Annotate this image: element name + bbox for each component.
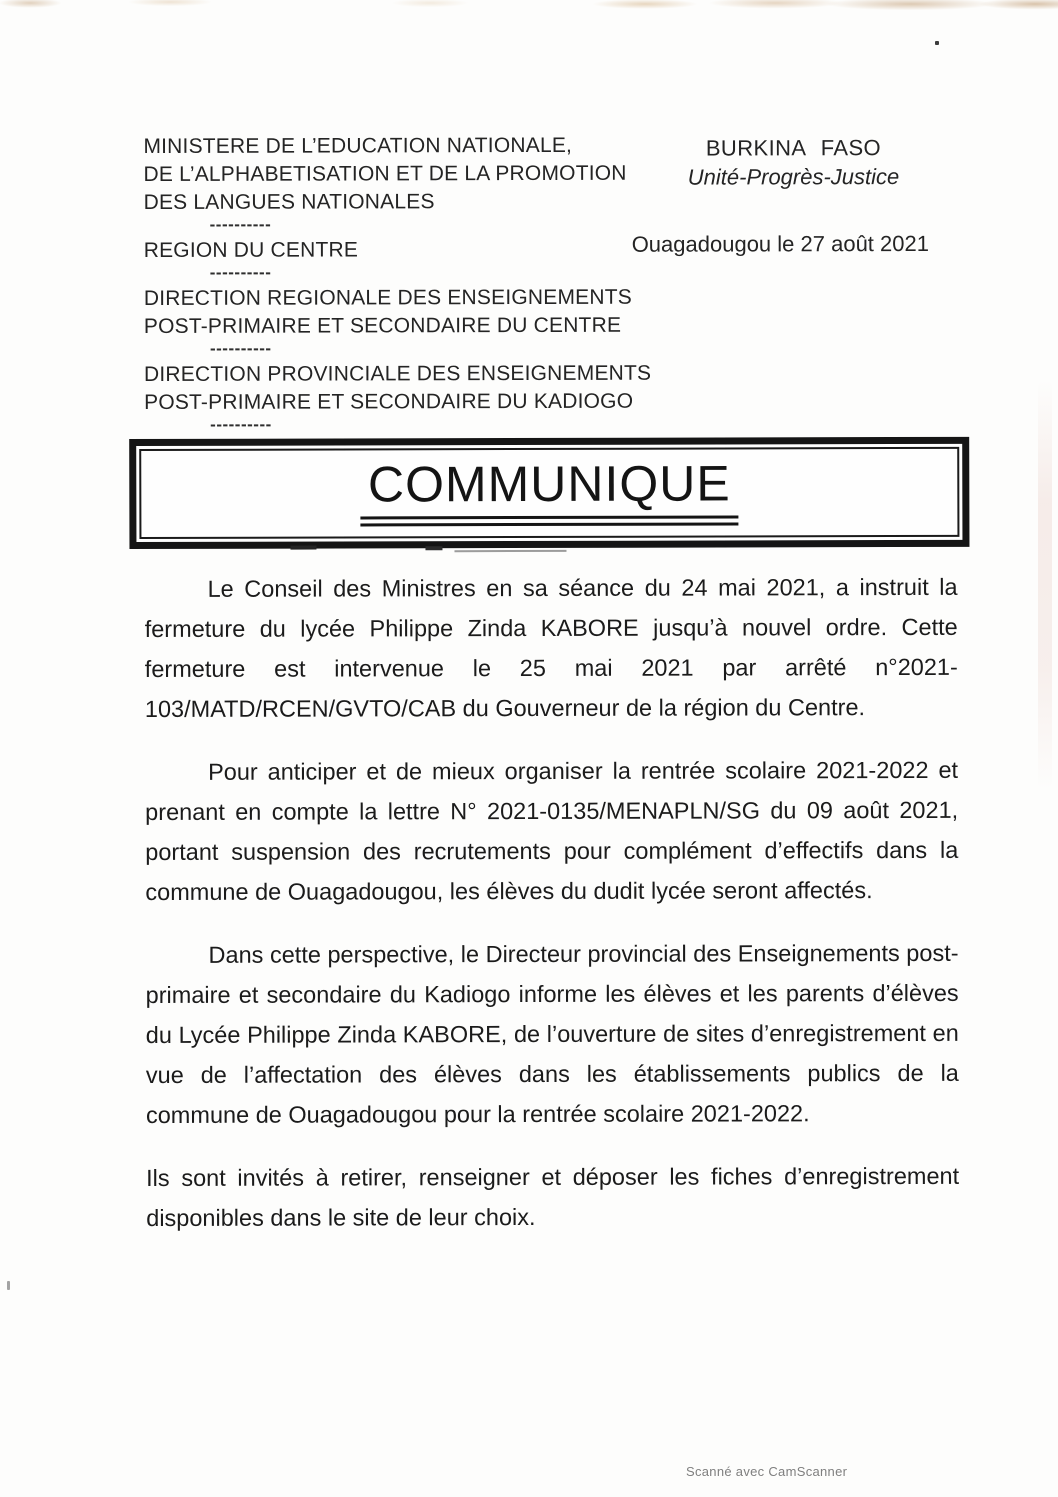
dash-separator: ---------- [210,414,272,434]
communique-title-box [129,437,969,549]
body-text [145,567,960,1261]
ministry-line: DE L’ALPHABETISATION ET DE LA PROMOTION [143,161,627,187]
scan-ink-dash [290,546,316,550]
ministry-line: MINISTERE DE L’EDUCATION NATIONALE, [143,133,573,159]
region-line: REGION DU CENTRE [143,238,359,263]
paragraph-4: Ils sont invités à retirer, renseigner et déposer les fiches d’enregistrement disponibles dans le site de leur choix. [146,1162,960,1232]
dash-separator: ---------- [209,338,272,358]
direction-provinciale-line: POST-PRIMAIRE ET SECONDAIRE DU KADIOGO [144,389,634,415]
paragraph-2: Pour anticiper et de mieux organiser la rentrée scolaire 2021-2022 et prenant en compte la lettre N° 2021-0135/MENAPLN/SG du 09 août 2021, portant suspension des recrutements pour complément d’effectifs dans la commune de Ouagadougou, les élèves du dudit lycée seront affectés. [145,756,959,906]
direction-regionale-line: POST-PRIMAIRE ET SECONDAIRE DU CENTRE [143,313,622,339]
communique-title: COMMUNIQUE [360,454,739,526]
dateline: Ouagadougou le 27 août 2021 [631,230,929,257]
communique-title-inner-frame [139,447,959,539]
country-name: BURKINA FASO [705,135,882,161]
ministry-line: DES LANGUES NATIONALES [143,190,435,215]
scan-ink-dash [454,550,566,552]
national-motto: Unité-Progrès-Justice [687,164,900,190]
dash-separator: ---------- [209,262,272,282]
scan-ink-dash [425,546,442,550]
letterhead-left-column [143,132,689,437]
direction-regionale-line: DIRECTION REGIONALE DES ENSEIGNEMENTS [143,285,633,311]
dash-separator: ---------- [209,214,272,234]
letterhead-right-column [626,133,960,192]
direction-provinciale-line: DIRECTION PROVINCIALE DES ENSEIGNEMENTS [143,361,652,387]
camscanner-credit: Scanné avec CamScanner [686,1464,848,1479]
paragraph-3: Dans cette perspective, le Directeur provincial des Enseignements post-primaire et secondaire du Kadiogo informe les élèves et les parents d’élèves du Lycée Philippe Zinda KABORE, de l’ouverture de sites d’enregistrement en vue de l’affectation des élèves dans les établissements publics de la commune de Ouagadougou pour la rentrée scolaire 2021-2022. [145,939,959,1129]
paragraph-1: Le Conseil des Ministres en sa séance du 24 mai 2021, a instruit la fermeture du lycée Philippe Zinda KABORE jusqu’à nouvel ordre. Cette fermeture est intervenue le 25 mai 2021 par arrêté n°2021-103/MATD/RCEN/GVTO/CAB du Gouverneur de la région du Centre. [144,573,958,723]
